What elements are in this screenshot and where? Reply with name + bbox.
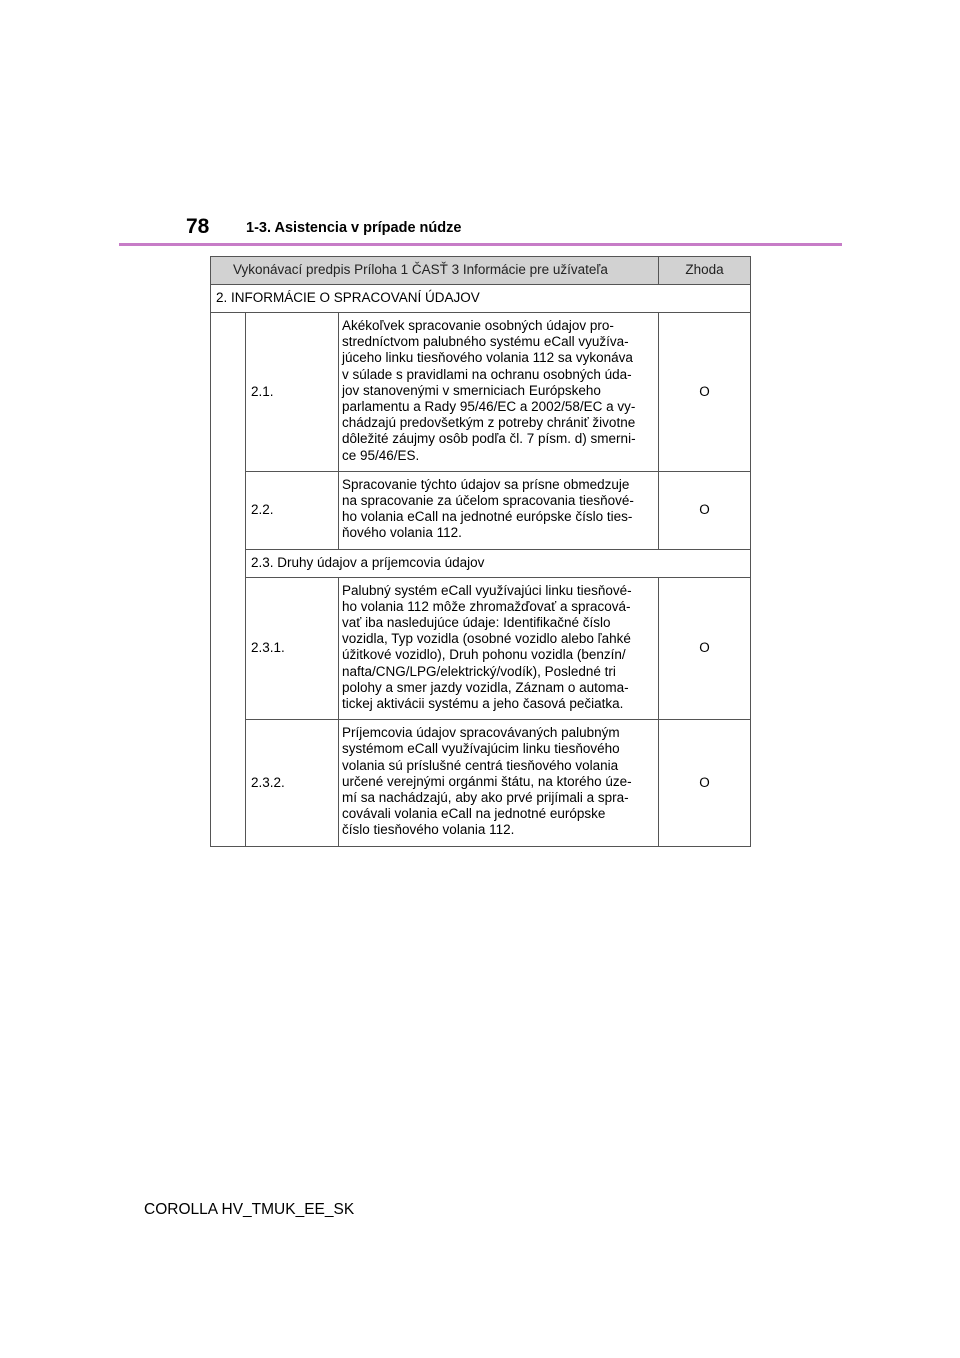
row-text: Spracovanie týchto údajov sa prísne obmedzuje na spracovanie za účelom spracovania tiesňové- ho volania eCall na jednotné európske číslo ties- ňového volania 112.: [339, 471, 659, 549]
page-number: 78: [186, 215, 210, 238]
header-divider: [119, 243, 842, 246]
footer-model-code: COROLLA HV_TMUK_EE_SK: [144, 1201, 355, 1218]
row-compliance: O: [659, 313, 751, 472]
section-title: 1-3. Asistencia v prípade núdze: [246, 220, 462, 236]
subsection-row: [211, 549, 751, 577]
compliance-column-header: Zhoda: [659, 257, 751, 285]
row-number: 2.2.: [246, 471, 339, 549]
regulation-table: [210, 256, 751, 847]
row-number: 2.1.: [246, 313, 339, 472]
table-row: [211, 577, 751, 720]
table-row: [211, 471, 751, 549]
section-heading: 2. INFORMÁCIE O SPRACOVANÍ ÚDAJOV: [211, 285, 751, 313]
row-compliance: O: [659, 577, 751, 720]
row-compliance: O: [659, 720, 751, 846]
indent-column: [211, 313, 246, 847]
subsection-heading: 2.3. Druhy údajov a príjemcovia údajov: [246, 549, 751, 577]
table-row: [211, 313, 751, 472]
section-row: [211, 285, 751, 313]
row-text: Palubný systém eCall využívajúci linku tiesňové- ho volania 112 môže zhromažďovať a spracová- vať iba nasledujúce údaje: Identifikačné číslo vozidla, Typ vozidla (osobné vozidlo alebo ľahké úžitkové vozidlo), Druh pohonu vozidla (benzín/ nafta/CNG/LPG/elektrický/vodík), Posledné tri polohy a smer jazdy vozidla, Záznam o automa- tickej aktivácii systému a jeho časová pečiatka.: [339, 577, 659, 720]
row-number: 2.3.2.: [246, 720, 339, 846]
row-compliance: O: [659, 471, 751, 549]
row-number: 2.3.1.: [246, 577, 339, 720]
row-text: Príjemcovia údajov spracovávaných palubným systémom eCall využívajúcim linku tiesňového volania sú príslušné centrá tiesňového volania určené verejnými orgánmi štátu, na ktorého úze- mí sa nachádzajú, aby ako prvé prijímali a spra- covávali volania eCall na jednotné európske číslo tiesňového volania 112.: [339, 720, 659, 846]
table-header-row: [211, 257, 751, 285]
requirement-column-header: Vykonávací predpis Príloha 1 ČASŤ 3 Informácie pre užívateľa: [211, 257, 659, 285]
table-row: [211, 720, 751, 846]
row-text: Akékoľvek spracovanie osobných údajov pro- stredníctvom palubného systému eCall využíva- júceho linku tiesňového volania 112 sa vykonáva v súlade s pravidlami na ochranu osobných úda- jov stanovenými v smerniciach Európskeho parlamentu a Rady 95/46/EC a 2002/58/EC a vy- chádzajú predovšetkým z potreby chrániť životne dôležité záujmy osôb podľa čl. 7 písm. d) smerni- ce 95/46/ES.: [339, 313, 659, 472]
